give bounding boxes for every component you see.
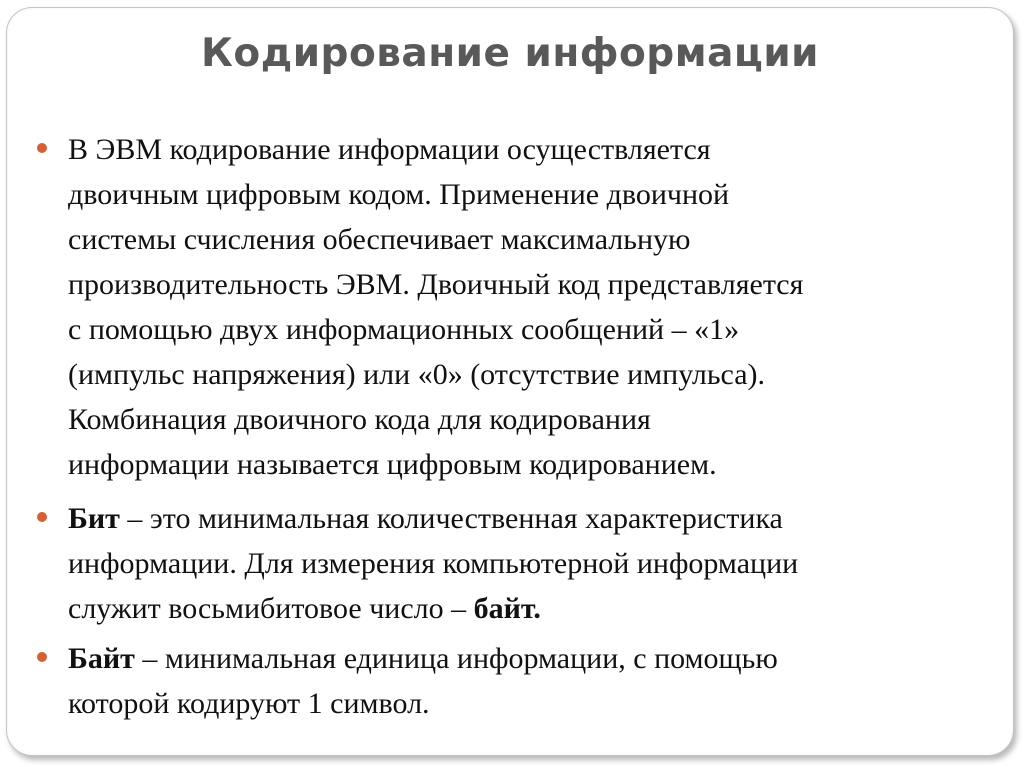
bullet-dot-icon <box>37 512 47 522</box>
text-line <box>68 586 987 631</box>
bullet-dot-icon <box>37 652 47 662</box>
bullet-item-bit <box>37 496 987 631</box>
text-line: которой кодируют 1 символ. <box>68 687 430 720</box>
text-line: производительность ЭВМ. Двоичный код представляется <box>68 268 804 301</box>
text-line: системы счисления обеспечивает максимальную <box>68 223 691 256</box>
text-line <box>68 636 987 681</box>
text-line: (импульс напряжения) или «0» (отсутствие импульса). <box>68 358 766 391</box>
term-byte: Байт <box>68 642 135 675</box>
slide-frame <box>6 7 1014 756</box>
definition-text: – это минимальная количественная характеристика <box>119 502 783 535</box>
term-bit: Бит <box>68 502 120 535</box>
text-line: информации называется цифровым кодированием. <box>68 448 717 481</box>
text-line: Комбинация двоичного кода для кодирования <box>68 403 651 436</box>
bullet-item-binary-coding <box>37 127 987 487</box>
definition-text: служит восьмибитовое число – <box>68 592 474 625</box>
term-byte-inline: байт. <box>473 592 541 625</box>
text-line: В ЭВМ кодирование информации осуществляется <box>68 133 711 166</box>
slide-title: Кодирование информации <box>201 31 819 76</box>
definition-text: – минимальная единица информации, с помощью <box>134 642 778 675</box>
bullet-list <box>37 127 987 735</box>
text-line: с помощью двух информационных сообщений – «1» <box>68 313 740 346</box>
text-line: информации. Для измерения компьютерной информации <box>68 547 799 580</box>
bullet-item-byte <box>37 636 987 726</box>
bullet-dot-icon <box>37 143 47 153</box>
text-line: двоичным цифровым кодом. Применение двоичной <box>68 178 730 211</box>
text-line <box>68 496 987 541</box>
